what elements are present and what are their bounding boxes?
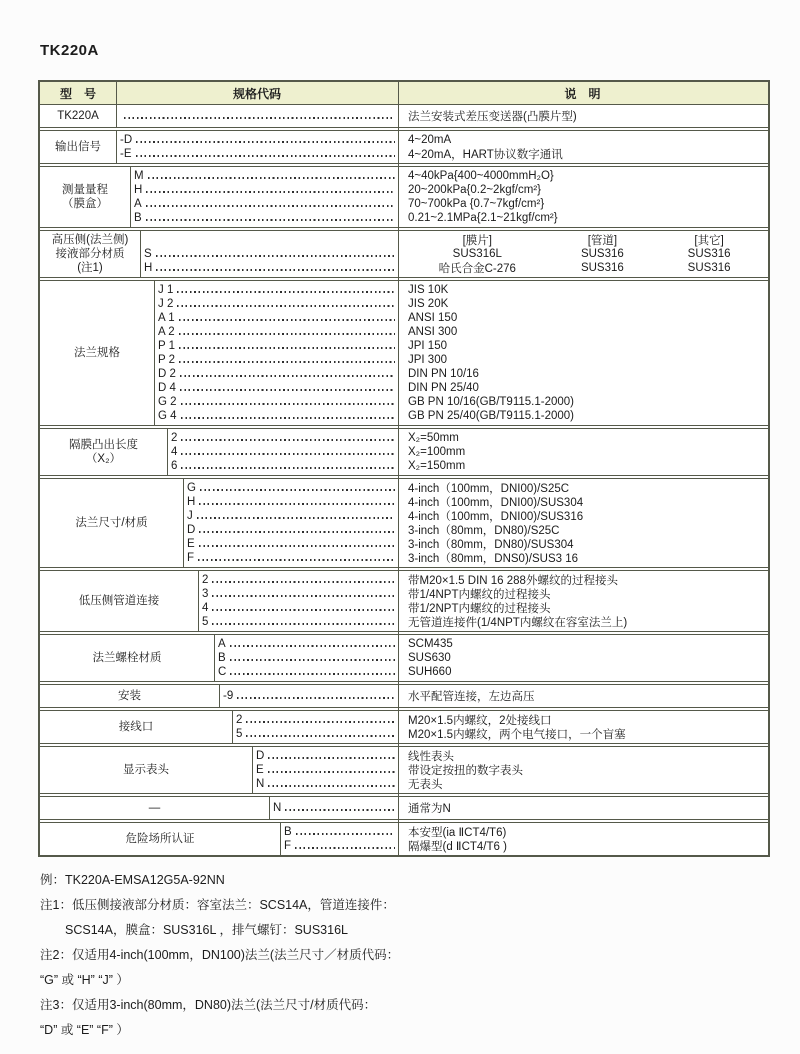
spec-row [199, 587, 768, 601]
spec-description: 带M20×1.5 DIN 16 288外螺纹的过程接头 [408, 575, 618, 587]
spec-description: SCM435 [408, 638, 453, 650]
spec-code-char: H [187, 496, 196, 508]
spec-row [141, 261, 768, 275]
spec-row [141, 247, 768, 261]
section-label-indicator: 显示表头 [40, 747, 253, 793]
spec-row [233, 713, 768, 727]
spec-description: JPI 150 [408, 340, 447, 352]
section-label-model: TK220A [40, 105, 117, 127]
spec-description: ANSI 300 [408, 326, 458, 338]
dotted-leader [268, 785, 395, 787]
dotted-leader [181, 439, 395, 441]
spec-row [168, 431, 768, 445]
spec-code-char: 3 [202, 588, 209, 600]
spec-row [155, 409, 768, 423]
col-header-spec-code: 规格代码 [232, 86, 281, 101]
dotted-leader [199, 545, 395, 547]
section-rows [270, 797, 768, 819]
dotted-leader [212, 581, 395, 583]
spec-code-char: F [284, 840, 292, 852]
dotted-leader [199, 531, 395, 533]
spec-row [253, 749, 768, 763]
spec-code-char: J 2 [158, 298, 174, 310]
dotted-leader [246, 721, 395, 723]
dotted-leader [148, 177, 395, 179]
spec-description: JIS 20K [408, 298, 449, 310]
spec-code-char: H [144, 262, 153, 274]
spec-section-conduit-connection [40, 710, 768, 744]
dotted-leader [156, 269, 395, 271]
spec-code-char: F [187, 552, 195, 564]
spec-description: GB PN 25/40(GB/T9115.1-2000) [408, 410, 574, 422]
spec-code-char: A [134, 198, 142, 210]
col-header-description: 说 明 [564, 86, 601, 101]
spec-code-char: G 2 [158, 396, 177, 408]
spec-code-char: 2 [236, 714, 243, 726]
dotted-leader [200, 489, 395, 491]
dotted-leader [146, 205, 395, 207]
spec-description: 3-inch（80mm，DNS0)/SUS3 16 [408, 553, 579, 565]
spec-code-char: G 4 [158, 410, 177, 422]
spec-code-char: 2 [171, 432, 178, 444]
spec-description: 4~40kPa{400~4000mmH₂O} [408, 170, 554, 182]
spec-code-table [38, 80, 770, 857]
spec-row [215, 665, 768, 679]
spec-description: 带设定按扭的数字表头 [408, 765, 523, 777]
spec-code-char: 6 [171, 460, 178, 472]
spec-row [117, 147, 768, 161]
spec-row [184, 495, 768, 509]
material-subcolumn-value: SUS316 [580, 262, 624, 274]
section-label-flange-bolt-material: 法兰螺栓材质 [40, 635, 215, 681]
spec-description: SUS630 [408, 652, 451, 664]
section-rows [281, 823, 768, 855]
spec-code-char: J [187, 510, 193, 522]
section-label-flange-rating: 法兰规格 [40, 281, 155, 425]
material-subcolumn-value: SUS316 [687, 248, 731, 260]
dotted-leader [296, 833, 395, 835]
spec-code-char: -E [120, 148, 132, 160]
spec-section-indicator [40, 746, 768, 794]
dotted-leader [181, 417, 395, 419]
spec-row [215, 651, 768, 665]
dotted-leader [156, 255, 395, 257]
spec-row [253, 763, 768, 777]
dotted-leader [237, 697, 395, 699]
spec-description: 70~700kPa {0.7~7kgf/cm²} [408, 198, 545, 210]
dotted-leader [181, 467, 395, 469]
section-label-output-signal: 输出信号 [40, 131, 117, 163]
dotted-leader [246, 735, 395, 737]
spec-description [400, 232, 768, 248]
spec-row [131, 197, 768, 211]
spec-description: 4-inch（100mm，DNI00)/SUS316 [408, 511, 584, 523]
spec-code-char: D [256, 750, 265, 762]
dotted-leader [180, 389, 395, 391]
spec-row [117, 133, 768, 147]
section-label-mounting: 安装 [40, 685, 220, 707]
spec-row [155, 311, 768, 325]
spec-description: SUH660 [408, 666, 452, 678]
dotted-leader [268, 757, 395, 759]
spec-description: JIS 10K [408, 284, 449, 296]
section-label-measuring-range: 测量量程 （膜盒） [40, 167, 131, 227]
note-line: 注1：低压侧接液部分材质：容室法兰：SCS14A，管道连接件： [40, 898, 395, 912]
spec-description: DIN PN 25/40 [408, 382, 479, 394]
spec-row [155, 339, 768, 353]
spec-code-char: S [144, 248, 152, 260]
spec-description: X₂=100mm [408, 446, 466, 458]
spec-description: M20×1.5内螺纹，两个电气接口，一个盲塞 [408, 729, 626, 741]
spec-code-char: J 1 [158, 284, 174, 296]
note-line: 例：TK220A-EMSA12G5A-92NN [40, 873, 225, 887]
spec-code-char: P 2 [158, 354, 176, 366]
section-rows [117, 105, 768, 127]
spec-description: 法兰安装式差压变送器(凸膜片型) [408, 111, 577, 123]
spec-description: X₂=50mm [408, 432, 459, 444]
section-rows [199, 571, 768, 631]
dotted-leader [179, 347, 395, 349]
spec-code-char: 4 [202, 602, 209, 614]
material-subcolumn-value: SUS316 [580, 248, 624, 260]
section-rows [141, 231, 768, 277]
spec-row [168, 445, 768, 459]
section-label-reserved: — [40, 797, 270, 819]
dotted-leader [230, 645, 395, 647]
spec-row [253, 777, 768, 791]
section-label-hazardous-approval: 危险场所认证 [40, 823, 281, 855]
spec-row [155, 353, 768, 367]
spec-row [184, 509, 768, 523]
dotted-leader [136, 155, 396, 157]
spec-description: 4~20mA [408, 134, 452, 146]
spec-code-char: 5 [202, 616, 209, 628]
spec-section-hazardous-approval [40, 822, 768, 855]
spec-code-char: D [187, 524, 196, 536]
spec-description: 0.21~2.1MPa{2.1~21kgf/cm²} [408, 212, 558, 224]
spec-description: 20~200kPa{0.2~2kgf/cm²} [408, 184, 541, 196]
section-label-hp-wetted-material: 高压侧(法兰侧) 接液部分材质 (注1) [40, 231, 141, 277]
spec-row [199, 601, 768, 615]
dotted-leader [295, 847, 395, 849]
spec-code-char: 5 [236, 728, 243, 740]
spec-code-char: E [256, 764, 264, 776]
section-rows [233, 711, 768, 743]
spec-code-char: 4 [171, 446, 178, 458]
spec-code-char: B [134, 212, 142, 224]
dotted-leader [136, 141, 395, 143]
material-subcolumn-value: SUS316 [687, 262, 731, 274]
spec-code-char: B [218, 652, 226, 664]
section-label-conduit-connection: 接线口 [40, 711, 233, 743]
spec-code-char: M [134, 170, 144, 182]
note-line: SCS14A，膜盒：SUS316L ，排气螺钉：SUS316L [65, 923, 348, 937]
spec-description: 无表头 [408, 779, 443, 791]
table-body [40, 105, 768, 855]
spec-description: 3-inch（80mm，DN80)/SUS304 [408, 539, 574, 551]
dotted-leader [181, 403, 395, 405]
note-line: “D” 或 “E” “F” ） [40, 1023, 129, 1037]
spec-code-char: G [187, 482, 196, 494]
spec-row [141, 233, 768, 247]
section-rows [220, 685, 768, 707]
dotted-leader [146, 191, 395, 193]
spec-description: 3-inch（80mm，DN80)/S25C [408, 525, 560, 537]
dotted-leader [179, 361, 395, 363]
spec-code-char: -9 [223, 690, 234, 702]
spec-description: GB PN 10/16(GB/T9115.1-2000) [408, 396, 574, 408]
spec-section-reserved [40, 796, 768, 820]
spec-row [184, 523, 768, 537]
spec-code-char: D 2 [158, 368, 176, 380]
note-line: 注2：仅适用4-inch(100mm，DN100)法兰(法兰尺寸／材质代码： [40, 948, 400, 962]
spec-description: 本安型(ia ⅡCT4/T6) [408, 827, 507, 839]
spec-code-char: E [187, 538, 195, 550]
section-rows [155, 281, 768, 425]
spec-description: 4~20mA，HART协议数字通讯 [408, 149, 563, 161]
spec-section-hp-wetted-material [40, 230, 768, 278]
dotted-leader [177, 291, 395, 293]
footnotes [40, 868, 750, 1043]
spec-description: M20×1.5内螺纹，2处接线口 [408, 715, 552, 727]
spec-description: 无管道连接件(1/4NPT内螺纹在容室法兰上) [408, 617, 628, 629]
spec-row [199, 573, 768, 587]
spec-description: 带1/2NPT内螺纹的过程接头 [408, 603, 551, 615]
spec-description [400, 260, 768, 276]
page-title: TK220A [40, 42, 99, 59]
spec-section-diaphragm-extension [40, 428, 768, 476]
spec-row [168, 459, 768, 473]
spec-row [155, 283, 768, 297]
spec-row [155, 325, 768, 339]
spec-description: 4-inch（100mm，DNI00)/SUS304 [408, 497, 584, 509]
spec-code-char: -D [120, 134, 133, 146]
spec-row [199, 615, 768, 629]
spec-row [270, 799, 768, 817]
spec-row [281, 839, 768, 853]
spec-section-flange-rating [40, 280, 768, 426]
spec-code-char: P 1 [158, 340, 176, 352]
note-line: 注3：仅适用3-inch(80mm，DN80)法兰(法兰尺寸/材质代码： [40, 998, 377, 1012]
spec-code-char: H [134, 184, 143, 196]
spec-row [220, 687, 768, 705]
spec-row [215, 637, 768, 651]
spec-section-lp-piping-connection [40, 570, 768, 632]
spec-row [131, 211, 768, 225]
spec-code-char: N [256, 778, 265, 790]
dotted-leader [198, 559, 395, 561]
section-rows [215, 635, 768, 681]
spec-row [155, 367, 768, 381]
spec-section-flange-size-material [40, 478, 768, 568]
dotted-leader [179, 319, 395, 321]
material-subcolumn-value: SUS316L [452, 248, 502, 260]
spec-row [184, 551, 768, 565]
spec-code-char: A 2 [158, 326, 175, 338]
material-subcolumn-value: 哈氏合金C-276 [438, 263, 516, 275]
dotted-leader [177, 305, 395, 307]
dotted-leader [285, 809, 395, 811]
spec-description: JPI 300 [408, 354, 447, 366]
spec-row [155, 395, 768, 409]
spec-code-char: 2 [202, 574, 209, 586]
dotted-leader [180, 375, 395, 377]
spec-description: X₂=150mm [408, 460, 466, 472]
spec-row [233, 727, 768, 741]
spec-row [184, 481, 768, 495]
dotted-leader [179, 333, 395, 335]
material-subcolumn-value: [其它] [694, 235, 724, 247]
material-subcolumn-value: [膜片] [462, 235, 492, 247]
spec-row [155, 381, 768, 395]
dotted-leader [230, 659, 395, 661]
section-label-flange-size-material: 法兰尺寸/材质 [40, 479, 184, 567]
section-rows [253, 747, 768, 793]
spec-description [400, 248, 768, 260]
dotted-leader [230, 673, 395, 675]
dotted-leader [212, 595, 395, 597]
note-line: “G” 或 “H” “J” ） [40, 973, 129, 987]
spec-description: 隔爆型(d ⅡCT4/T6 ) [408, 841, 507, 853]
col-header-model: 型 号 [40, 82, 117, 104]
section-rows [117, 131, 768, 163]
spec-row [131, 183, 768, 197]
material-subcolumn-value: [管道] [587, 235, 618, 247]
spec-section-mounting [40, 684, 768, 708]
section-label-lp-piping-connection: 低压侧管道连接 [40, 571, 199, 631]
spec-description: 线性表头 [408, 751, 454, 763]
spec-section-output-signal [40, 130, 768, 164]
spec-description: 水平配管连接，左边高压 [408, 691, 535, 703]
dotted-leader [212, 609, 395, 611]
spec-code-char: N [273, 802, 282, 814]
spec-description: ANSI 150 [408, 312, 458, 324]
spec-section-flange-bolt-material [40, 634, 768, 682]
spec-code-char: A 1 [158, 312, 175, 324]
spec-row [184, 537, 768, 551]
spec-section-measuring-range [40, 166, 768, 228]
spec-description: DIN PN 10/16 [408, 368, 479, 380]
dotted-leader [212, 623, 395, 625]
spec-row [131, 169, 768, 183]
spec-section-model [40, 105, 768, 128]
dotted-leader [146, 219, 395, 221]
spec-code-char: D 4 [158, 382, 176, 394]
spec-code-char: C [218, 666, 227, 678]
dotted-leader [268, 771, 395, 773]
section-rows [131, 167, 768, 227]
section-rows [184, 479, 768, 567]
dotted-leader [124, 117, 395, 119]
spec-row [155, 297, 768, 311]
section-label-diaphragm-extension: 隔膜凸出长度 （X₂） [40, 429, 168, 475]
section-rows [168, 429, 768, 475]
spec-description: 带1/4NPT内螺纹的过程接头 [408, 589, 551, 601]
spec-row [281, 825, 768, 839]
spec-row [117, 107, 768, 125]
spec-description: 通常为N [408, 803, 451, 815]
dotted-leader [181, 453, 395, 455]
dotted-leader [197, 517, 395, 519]
spec-description: 4-inch（100mm，DNI00)/S25C [408, 483, 570, 495]
spec-code-char: B [284, 826, 292, 838]
table-header-row [40, 82, 768, 105]
dotted-leader [199, 503, 395, 505]
spec-code-char: A [218, 638, 226, 650]
